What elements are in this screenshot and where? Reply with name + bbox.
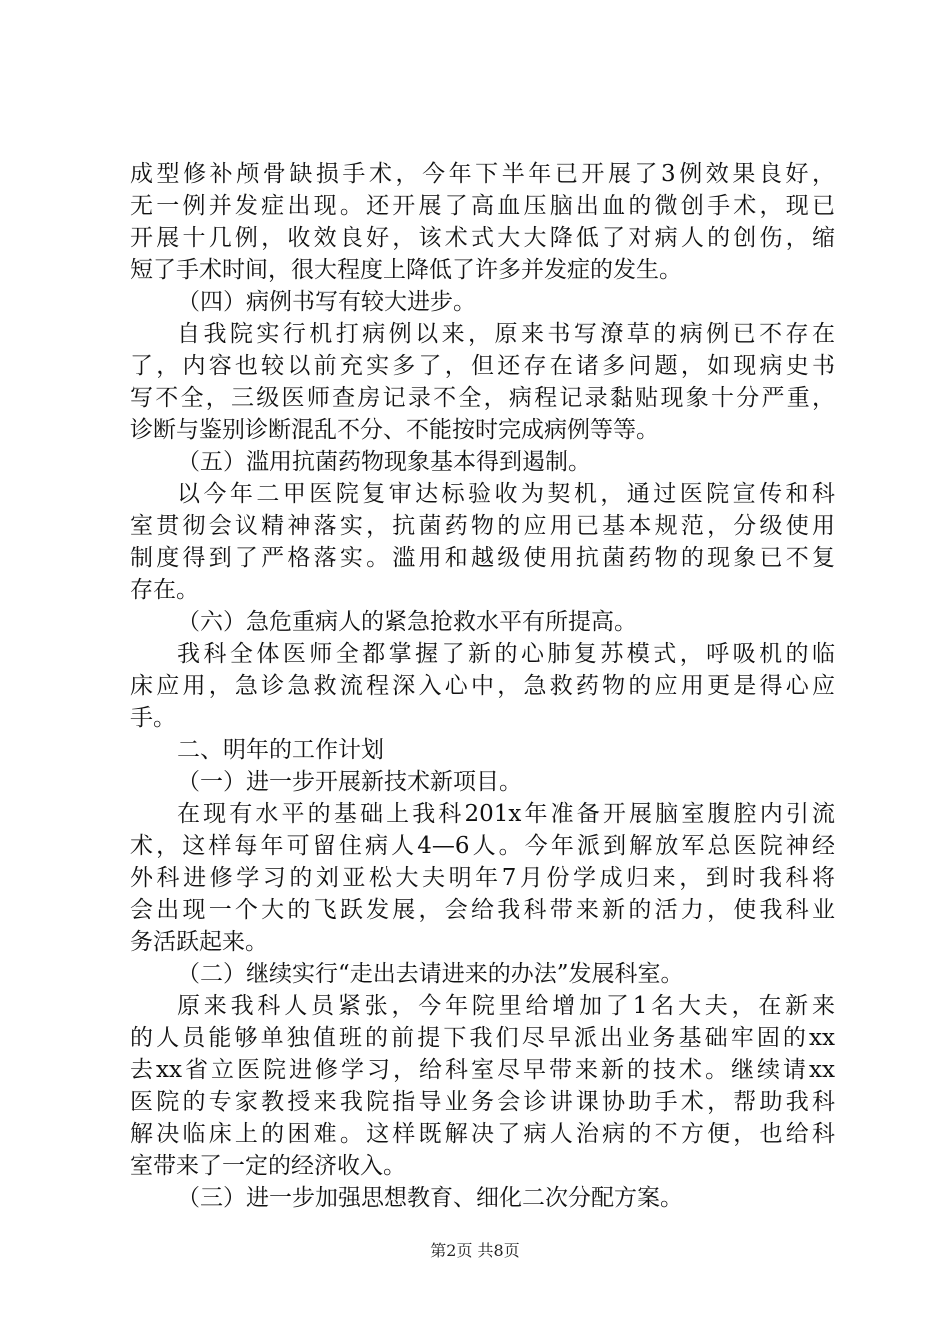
text-line: 原来我科人员紧张，今年院里给增加了1名大夫，在新来 <box>177 993 835 1019</box>
text-line: 成型修补颅骨缺损手术，今年下半年已开展了3例效果良好， <box>130 161 835 187</box>
section-heading: （一）进一步开展新技术新项目。 <box>177 769 522 795</box>
text-line: 无一例并发症出现。还开展了高血压脑出血的微创手术，现已 <box>130 193 835 219</box>
text-line: 外科进修学习的刘亚松大夫明年7月份学成归来，到时我科将 <box>130 865 835 891</box>
text-line: 去xx省立医院进修学习，给科室尽早带来新的技术。继续请xx <box>130 1057 835 1083</box>
text-line: 室贯彻会议精神落实，抗菌药物的应用已基本规范，分级使用 <box>130 513 835 539</box>
text-line: 术，这样每年可留住病人4—6人。今年派到解放军总医院神经 <box>130 833 835 859</box>
text-line: 务活跃起来。 <box>130 929 268 955</box>
section-heading: （六）急危重病人的紧急抢救水平有所提高。 <box>177 609 637 635</box>
text-line: 室带来了一定的经济收入。 <box>130 1153 406 1179</box>
text-line: 自我院实行机打病例以来，原来书写潦草的病例已不存在 <box>177 321 835 347</box>
text-line: 了，内容也较以前充实多了，但还存在诸多问题，如现病史书 <box>130 353 835 379</box>
text-line: 以今年二甲医院复审达标验收为契机，通过医院宣传和科 <box>177 481 835 507</box>
chapter-heading: 二、明年的工作计划 <box>177 737 384 763</box>
text-line: 的人员能够单独值班的前提下我们尽早派出业务基础牢固的xx <box>130 1025 835 1051</box>
page-footer: 第2页 共8页 <box>430 1241 520 1260</box>
text-line: 写不全，三级医师查房记录不全，病程记录黏贴现象十分严重， <box>130 385 835 411</box>
text-line: 开展十几例，收效良好，该术式大大降低了对病人的创伤，缩 <box>130 225 835 251</box>
body-text <box>130 158 835 1214</box>
section-heading: （二）继续实行“走出去请进来的办法”发展科室。 <box>177 961 684 987</box>
text-line: 存在。 <box>130 577 199 603</box>
text-line: 制度得到了严格落实。滥用和越级使用抗菌药物的现象已不复 <box>130 545 835 571</box>
text-line: 解决临床上的困难。这样既解决了病人治病的不方便，也给科 <box>130 1121 835 1147</box>
text-line: 在现有水平的基础上我科201x年准备开展脑室腹腔内引流 <box>177 801 835 827</box>
text-line: 医院的专家教授来我院指导业务会诊讲课协助手术，帮助我科 <box>130 1089 835 1115</box>
text-line: 床应用，急诊急救流程深入心中，急救药物的应用更是得心应 <box>130 673 835 699</box>
text-line: 手。 <box>130 705 176 731</box>
text-line: 我科全体医师全都掌握了新的心肺复苏模式，呼吸机的临 <box>177 641 835 667</box>
text-line: 诊断与鉴别诊断混乱不分、不能按时完成病例等等。 <box>130 417 659 443</box>
section-heading: （三）进一步加强思想教育、细化二次分配方案。 <box>177 1185 683 1211</box>
section-heading: （四）病例书写有较大进步。 <box>177 289 476 315</box>
section-heading: （五）滥用抗菌药物现象基本得到遏制。 <box>177 449 591 475</box>
text-line: 短了手术时间，很大程度上降低了许多并发症的发生。 <box>130 257 682 283</box>
text-line: 会出现一个大的飞跃发展，会给我科带来新的活力，使我科业 <box>130 897 835 923</box>
